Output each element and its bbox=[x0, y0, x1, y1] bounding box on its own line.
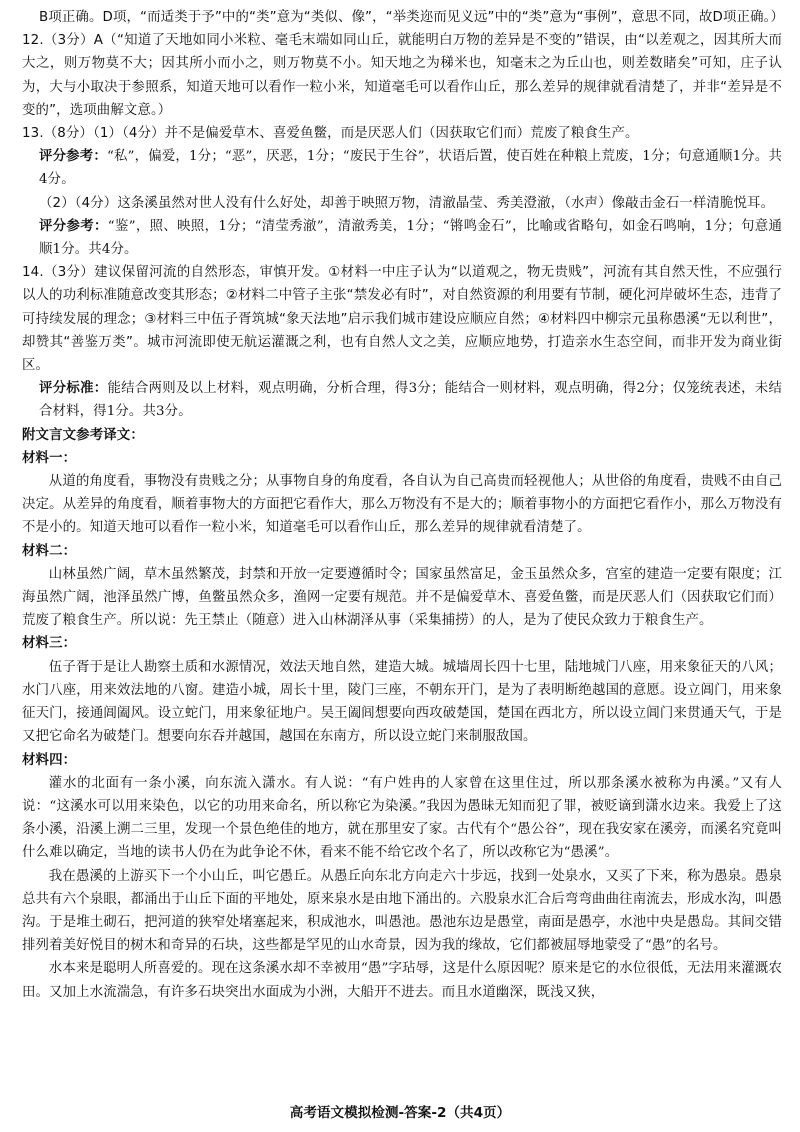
material-4-paragraph-3: 水本来是聪明人所喜爱的。现在这条溪水却不幸被用“愚”字玷辱，这是什么原因呢？原来是它的水位很低，无法用来灌溉农田。又加上水流湍急，有许多石块突出水面成为小洲，大船开不进去。而且水道幽深，既浅又狭， bbox=[22, 961, 782, 1000]
material-2-paragraph: 山林虽然广阔，草木虽然繁茂，封禁和开放一定要遵循时令；国家虽然富足，金玉虽然众多，宫室的建造一定要有限度；江海虽然广阔，池泽虽然广博，鱼鳖虽然众多，渔网一定要有规范。并不是偏爱草木、喜爱鱼鳖，而是厌恶人们（因获取它们而）荒废了粮食生产。所以说：先王禁止（随意）进入山林湖泽从事（采集捕捞）的人，是为了使民众致力于粮食生产。 bbox=[22, 566, 782, 629]
score-text: 能结合两则及以上材料，观点明确，分析合理，得3分；能结合一则材料，观点明确，得2分；仅笼统表述，未结合材料，得1分。共3分。 bbox=[39, 381, 782, 420]
material-3-paragraph: 伍子胥于是让人勘察土质和水源情况，效法天地自然，建造大城。城墙周长四十七里，陆地城门八座，用来象征天的八风；水门八座，用来效法地的八窗。建造小城，周长十里，陵门三座，不朝东开门，是为了表明断绝越国的意愿。设立阊门，用来象征天门，接通阊阖风。设立蛇门，用来象征地户。吴王阖闾想要向西攻破楚国，楚国在西北方，所以设立阊门来贯通天气，于是又把它命名为破楚门。想要向东吞并越国，越国在东南方，所以设立蛇门来制服敌国。 bbox=[22, 659, 782, 745]
q14-score-standard bbox=[22, 377, 782, 423]
page-footer: 高考语文模拟检测-答案-2（共4页） bbox=[289, 1105, 511, 1121]
score-label: 评分标准： bbox=[39, 381, 108, 397]
material-4-paragraph-2: 我在愚溪的上游买下一个小山丘，叫它愚丘。从愚丘向东北方向走六十步远，找到一处泉水，又买了下来，称为愚泉。愚泉总共有六个泉眼，都涌出于山丘下面的平地处，原来泉水是由地下涌出的。六股泉水汇合后弯弯曲曲往南流去，形成水沟，叫愚沟。于是堆土砌石，把河道的狭窄处堵塞起来，积成池水，叫愚池。愚池东边是愚堂，南面是愚亭，水池中央是愚岛。其间交错排列着美好悦目的树木和奇异的石块，这些都是罕见的山水奇景，因为我的缘故，它们都被屈辱地蒙受了“愚”的名号。 bbox=[22, 868, 782, 954]
answer-page bbox=[22, 6, 785, 1004]
material-4-title: 材料四： bbox=[22, 752, 77, 768]
material-1-title: 材料一： bbox=[22, 450, 77, 466]
q14-answer: 14.（3分）建议保留河流的自然形态，审慎开发。①材料一中庄子认为“以道观之，物无贵贱”，河流有其自然天性，不应强行以人的功利标准随意改变其形态；②材料二中管子主张“禁发必有时”，对自然资源的利用要有节制，硬化河岸破坏生态，违背了可持续发展的理念；③材料三中伍子胥筑城“象天法地”启示我们城市建设应顺应自然；④材料四中柳宗元虽称愚溪“无以利世”，却赞其“善鉴万类”。城市河流即使无航运灌溉之利，也有自然人文之美，应顺应地势，打造亲水生态空间，而非开发为商业街区。 bbox=[22, 265, 782, 374]
q13-part2: （2）（4分）这条溪虽然对世人没有什么好处，却善于映照万物，清澈晶莹、秀美澄澈，（水声）像敲击金石一样清脆悦耳。 bbox=[39, 195, 775, 211]
q11-continuation: B项正确。D项，“而适类于予”中的“类”意为“类似、像”，“举类迩而见义远”中的“类”意为“事例”，意思不同，故D项正确。） bbox=[39, 10, 785, 25]
appendix-title: 附文言文参考译文： bbox=[22, 427, 144, 443]
material-1-paragraph: 从道的角度看，事物没有贵贱之分；从事物自身的角度看，各自认为自己高贵而轻视他人；从世俗的角度看，贵贱不由自己决定。从差异的角度看，顺着事物大的方面把它看作大，那么万物没有不是大的；顺着事物小的方面把它看作小，那么万物没有不是小的。知道天地可以看作一粒小米，知道毫毛可以看作山丘，那么差异的规律就看清楚了。 bbox=[22, 474, 782, 536]
q13-part1: 13.（8分）（1）（4分）并不是偏爱草木、喜爱鱼鳖，而是厌恶人们（因获取它们而）荒废了粮食生产。 bbox=[22, 126, 639, 142]
score-text: “鉴”，照、映照，1分；“清莹秀澈”，清澈秀美，1分；“锵鸣金石”，比喻或省略句，如金石鸣响，1分；句意通顺1分。共4分。 bbox=[39, 218, 782, 258]
q13-score-ref-2 bbox=[22, 215, 782, 261]
material-3-title: 材料三： bbox=[22, 636, 77, 652]
material-4-paragraph-1: 灌水的北面有一条小溪，向东流入潇水。有人说：“有户姓冉的人家曾在这里住过，所以那条溪水被称为冉溪。”又有人说：“这溪水可以用来染色，以它的功用来命名，所以称它为染溪。”我因为愚昧无知而犯了罪，被贬谪到潇水边来。我爱上了这条小溪，沿溪上溯二三里，发现一个景色绝佳的地方，就在那里安了家。古代有个“愚公谷”，现在我安家在溪旁，而溪名究竟叫什么难以确定，当地的读书人仍在为此争论不休，看来不能不给它改个名了，所以改称它为“愚溪”。 bbox=[22, 775, 782, 861]
q13-score-ref-1 bbox=[22, 145, 782, 191]
score-label: 评分参考： bbox=[39, 149, 107, 165]
material-2-title: 材料二： bbox=[22, 543, 77, 559]
q12-answer: 12.（3分）A（“知道了天地如同小米粒、毫毛末端如同山丘，就能明白万物的差异是不变的”错误，由“以差观之，因其所大而大之，则万物莫不大；因其所小而小之，则万物莫不小。知天地之为稊米也，知毫末之为丘山也，则差数睹矣”可知，庄子认为，大与小取决于参照系，知道天地可以看作一粒小米，知道毫毛可以看作山丘，那么差异的规律就看清楚了，并非“差异是不变的”，选项曲解文意。） bbox=[22, 33, 782, 118]
score-text: “私”，偏爱，1分；“恶”，厌恶，1分；“废民于生谷”，状语后置，使百姓在种粮上荒废，1分；句意通顺1分。共4分。 bbox=[39, 149, 783, 188]
score-label: 评分参考： bbox=[39, 218, 108, 234]
